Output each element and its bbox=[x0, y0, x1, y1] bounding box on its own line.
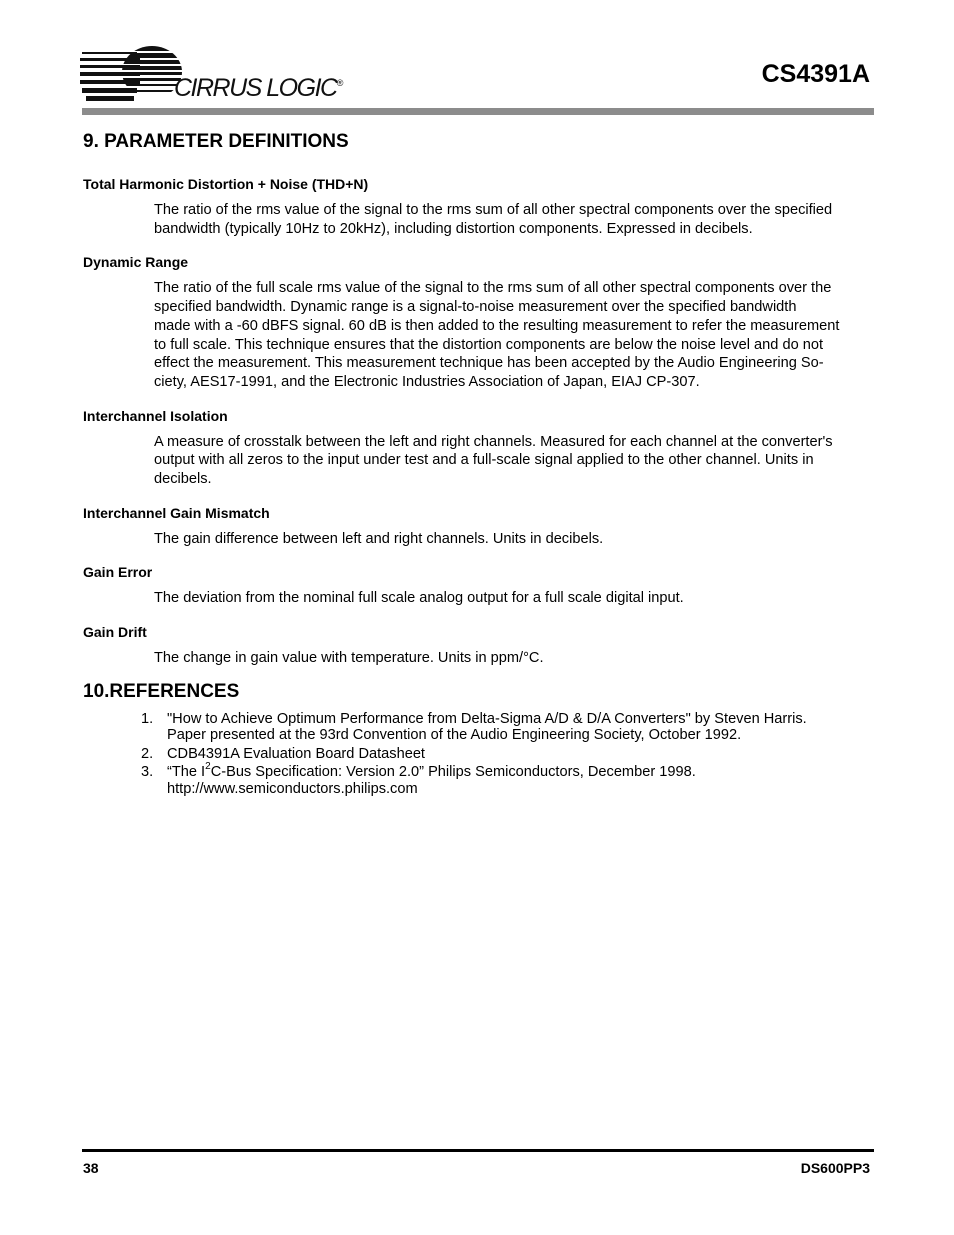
reference-item bbox=[83, 711, 873, 744]
definition-interchannel-isolation bbox=[154, 433, 873, 489]
definition-line: effect the measurement. This measurement technique has been accepted by the Audio Engineering So- bbox=[154, 355, 824, 372]
reference-item bbox=[83, 746, 873, 763]
definition-line: bandwidth (typically 10Hz to 20kHz), including distortion components. Expressed in decibels. bbox=[154, 220, 753, 237]
term-interchannel-isolation: Interchannel Isolation bbox=[83, 407, 228, 424]
term-gain-drift: Gain Drift bbox=[83, 624, 147, 641]
reference-number: 3. bbox=[141, 764, 154, 781]
reference-text bbox=[167, 761, 873, 781]
definition-line: ciety, AES17-1991, and the Electronic Industries Association of Japan, EIAJ CP-307. bbox=[154, 373, 700, 390]
reference-text: Paper presented at the 93rd Convention of the Audio Engineering Society, October 1992. bbox=[167, 727, 742, 744]
page-content bbox=[83, 131, 873, 799]
reference-text: CDB4391A Evaluation Board Datasheet bbox=[167, 745, 425, 762]
reference-number: 2. bbox=[141, 745, 154, 762]
cirrus-logic-logo bbox=[80, 44, 350, 104]
definition-interchannel-gain-mismatch bbox=[154, 530, 873, 549]
footer-rule bbox=[82, 1149, 874, 1152]
reference-number: 1. bbox=[141, 710, 154, 727]
term-interchannel-gain-mismatch: Interchannel Gain Mismatch bbox=[83, 504, 270, 521]
definition-line: specified bandwidth. Dynamic range is a signal-to-noise measurement over the specified bandwidth bbox=[154, 299, 797, 316]
reference-url: http://www.semiconductors.philips.com bbox=[167, 780, 418, 797]
header-rule bbox=[82, 108, 874, 115]
section-9-title: 9. PARAMETER DEFINITIONS bbox=[83, 131, 349, 152]
superscript: 2 bbox=[205, 761, 211, 773]
definition-line: made with a -60 dBFS signal. 60 dB is then added to the resulting measurement to refer the measurement bbox=[154, 317, 840, 334]
definition-dynamic-range bbox=[154, 279, 873, 391]
definition-line: output with all zeros to the input under test and a full-scale signal applied to the other channel. Units in bbox=[154, 452, 814, 469]
part-number: CS4391A bbox=[761, 60, 870, 88]
term-gain-error: Gain Error bbox=[83, 564, 153, 581]
reference-text-part: C-Bus Specification: Version 2.0” Philips Semiconductors, December 1998. bbox=[210, 764, 696, 781]
term-dynamic-range: Dynamic Range bbox=[83, 254, 189, 271]
section-10-title: 10.REFERENCES bbox=[83, 680, 240, 702]
reference-text: "How to Achieve Optimum Performance from Delta-Sigma A/D & D/A Converters" by Steven Harris. bbox=[167, 710, 807, 727]
definition-thdn bbox=[154, 201, 873, 238]
registered-mark: ® bbox=[336, 78, 344, 88]
definition-line: A measure of crosstalk between the left and right channels. Measured for each channel at the converter's bbox=[154, 433, 833, 450]
definition-gain-drift bbox=[154, 649, 873, 668]
logo-wordmark: CIRRUS LOGIC bbox=[174, 74, 337, 102]
definition-line: The gain difference between left and right channels. Units in decibels. bbox=[154, 530, 604, 547]
term-thdn: Total Harmonic Distortion + Noise (THD+N) bbox=[83, 176, 369, 192]
reference-item bbox=[83, 761, 873, 797]
definition-line: The ratio of the rms value of the signal to the rms sum of all other spectral components over the specified bbox=[154, 202, 833, 218]
references-list bbox=[83, 711, 873, 798]
definition-line: The ratio of the full scale rms value of the signal to the rms sum of all other spectral components over the bbox=[154, 280, 832, 297]
definition-line: The deviation from the nominal full scale analog output for a full scale digital input. bbox=[154, 590, 684, 607]
definition-gain-error bbox=[154, 589, 873, 608]
definition-line: The change in gain value with temperature. Units in ppm/°C. bbox=[154, 650, 544, 667]
page-number: 38 bbox=[83, 1160, 99, 1176]
document-id: DS600PP3 bbox=[800, 1160, 870, 1176]
definition-line: to full scale. This technique ensures that the distortion components are below the noise level and do not bbox=[154, 336, 824, 353]
definition-line: decibels. bbox=[154, 471, 212, 488]
reference-text-part: “The I bbox=[167, 764, 206, 781]
